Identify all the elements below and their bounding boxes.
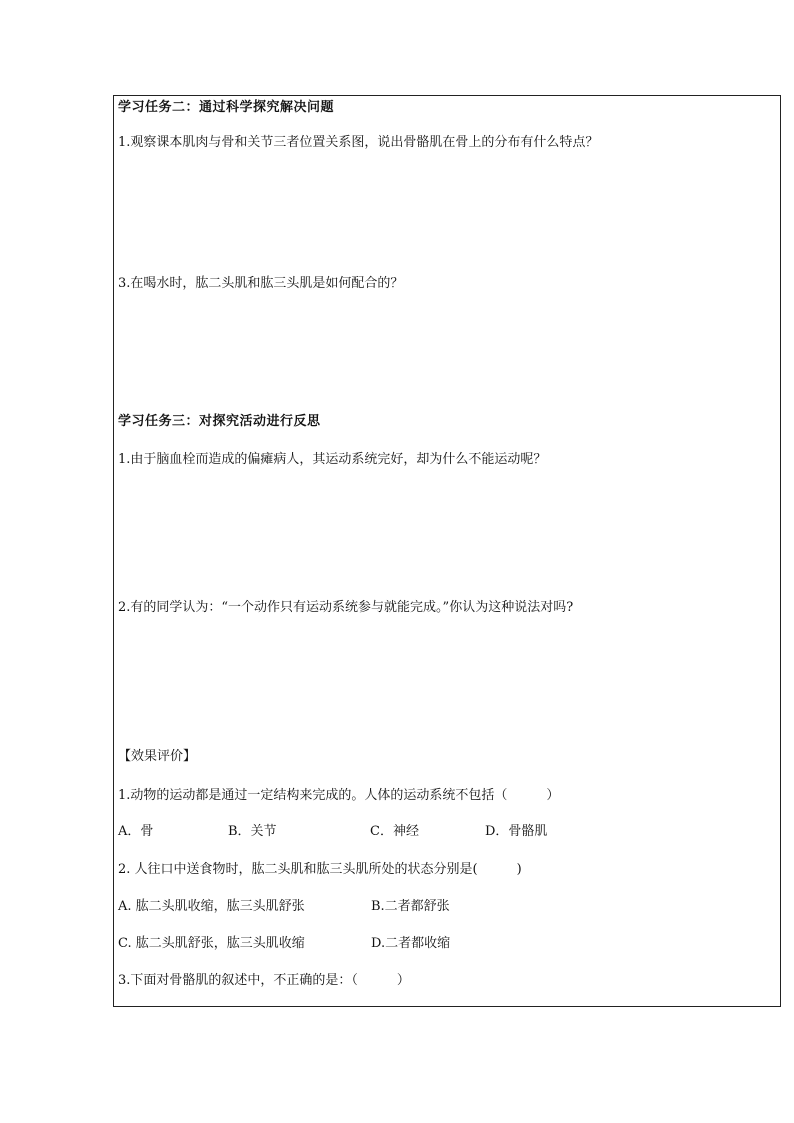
eval-q1-option-d: D．骨骼肌	[485, 824, 548, 839]
eval-q2-option-a: A. 肱二头肌收缩，肱三头肌舒张	[118, 899, 305, 914]
task2-heading: 学习任务二：通过科学探究解决问题	[118, 100, 335, 115]
task3-question-2: 2.有的同学认为：“一个动作只有运动系统参与就能完成。”你认为这种说法对吗?	[118, 600, 574, 615]
eval-q2-option-d: D.二者都收缩	[371, 936, 451, 951]
task2-question-1: 1.观察课本肌肉与骨和关节三者位置关系图，说出骨骼肌在骨上的分布有什么特点？	[118, 135, 599, 150]
task2-question-3: 3.在喝水时，肱二头肌和肱三头肌是如何配合的？	[118, 276, 404, 291]
task3-question-1: 1.由于脑血栓而造成的偏瘫病人，其运动系统完好，却为什么不能运动呢？	[118, 452, 547, 467]
eval-q1-option-c: C．神经	[370, 824, 419, 839]
evaluation-heading: 【效果评价】	[118, 749, 197, 764]
eval-q2-option-c: C. 肱二头肌舒张，肱三头肌收缩	[118, 936, 305, 951]
eval-question-1: 1.动物的运动都是通过一定结构来完成的。人体的运动系统不包括（ ）	[118, 788, 560, 803]
task3-heading: 学习任务三：对探究活动进行反思	[118, 414, 321, 429]
eval-q1-option-a: A．骨	[118, 824, 154, 839]
eval-question-3: 3.下面对骨骼肌的叙述中，不正确的是：（ ）	[118, 973, 410, 988]
eval-question-2: 2. 人往口中送食物时，肱二头肌和肱三头肌所处的状态分别是( )	[118, 862, 522, 877]
eval-q1-option-b: B．关节	[228, 824, 277, 839]
eval-q2-option-b: B.二者都舒张	[371, 899, 450, 914]
